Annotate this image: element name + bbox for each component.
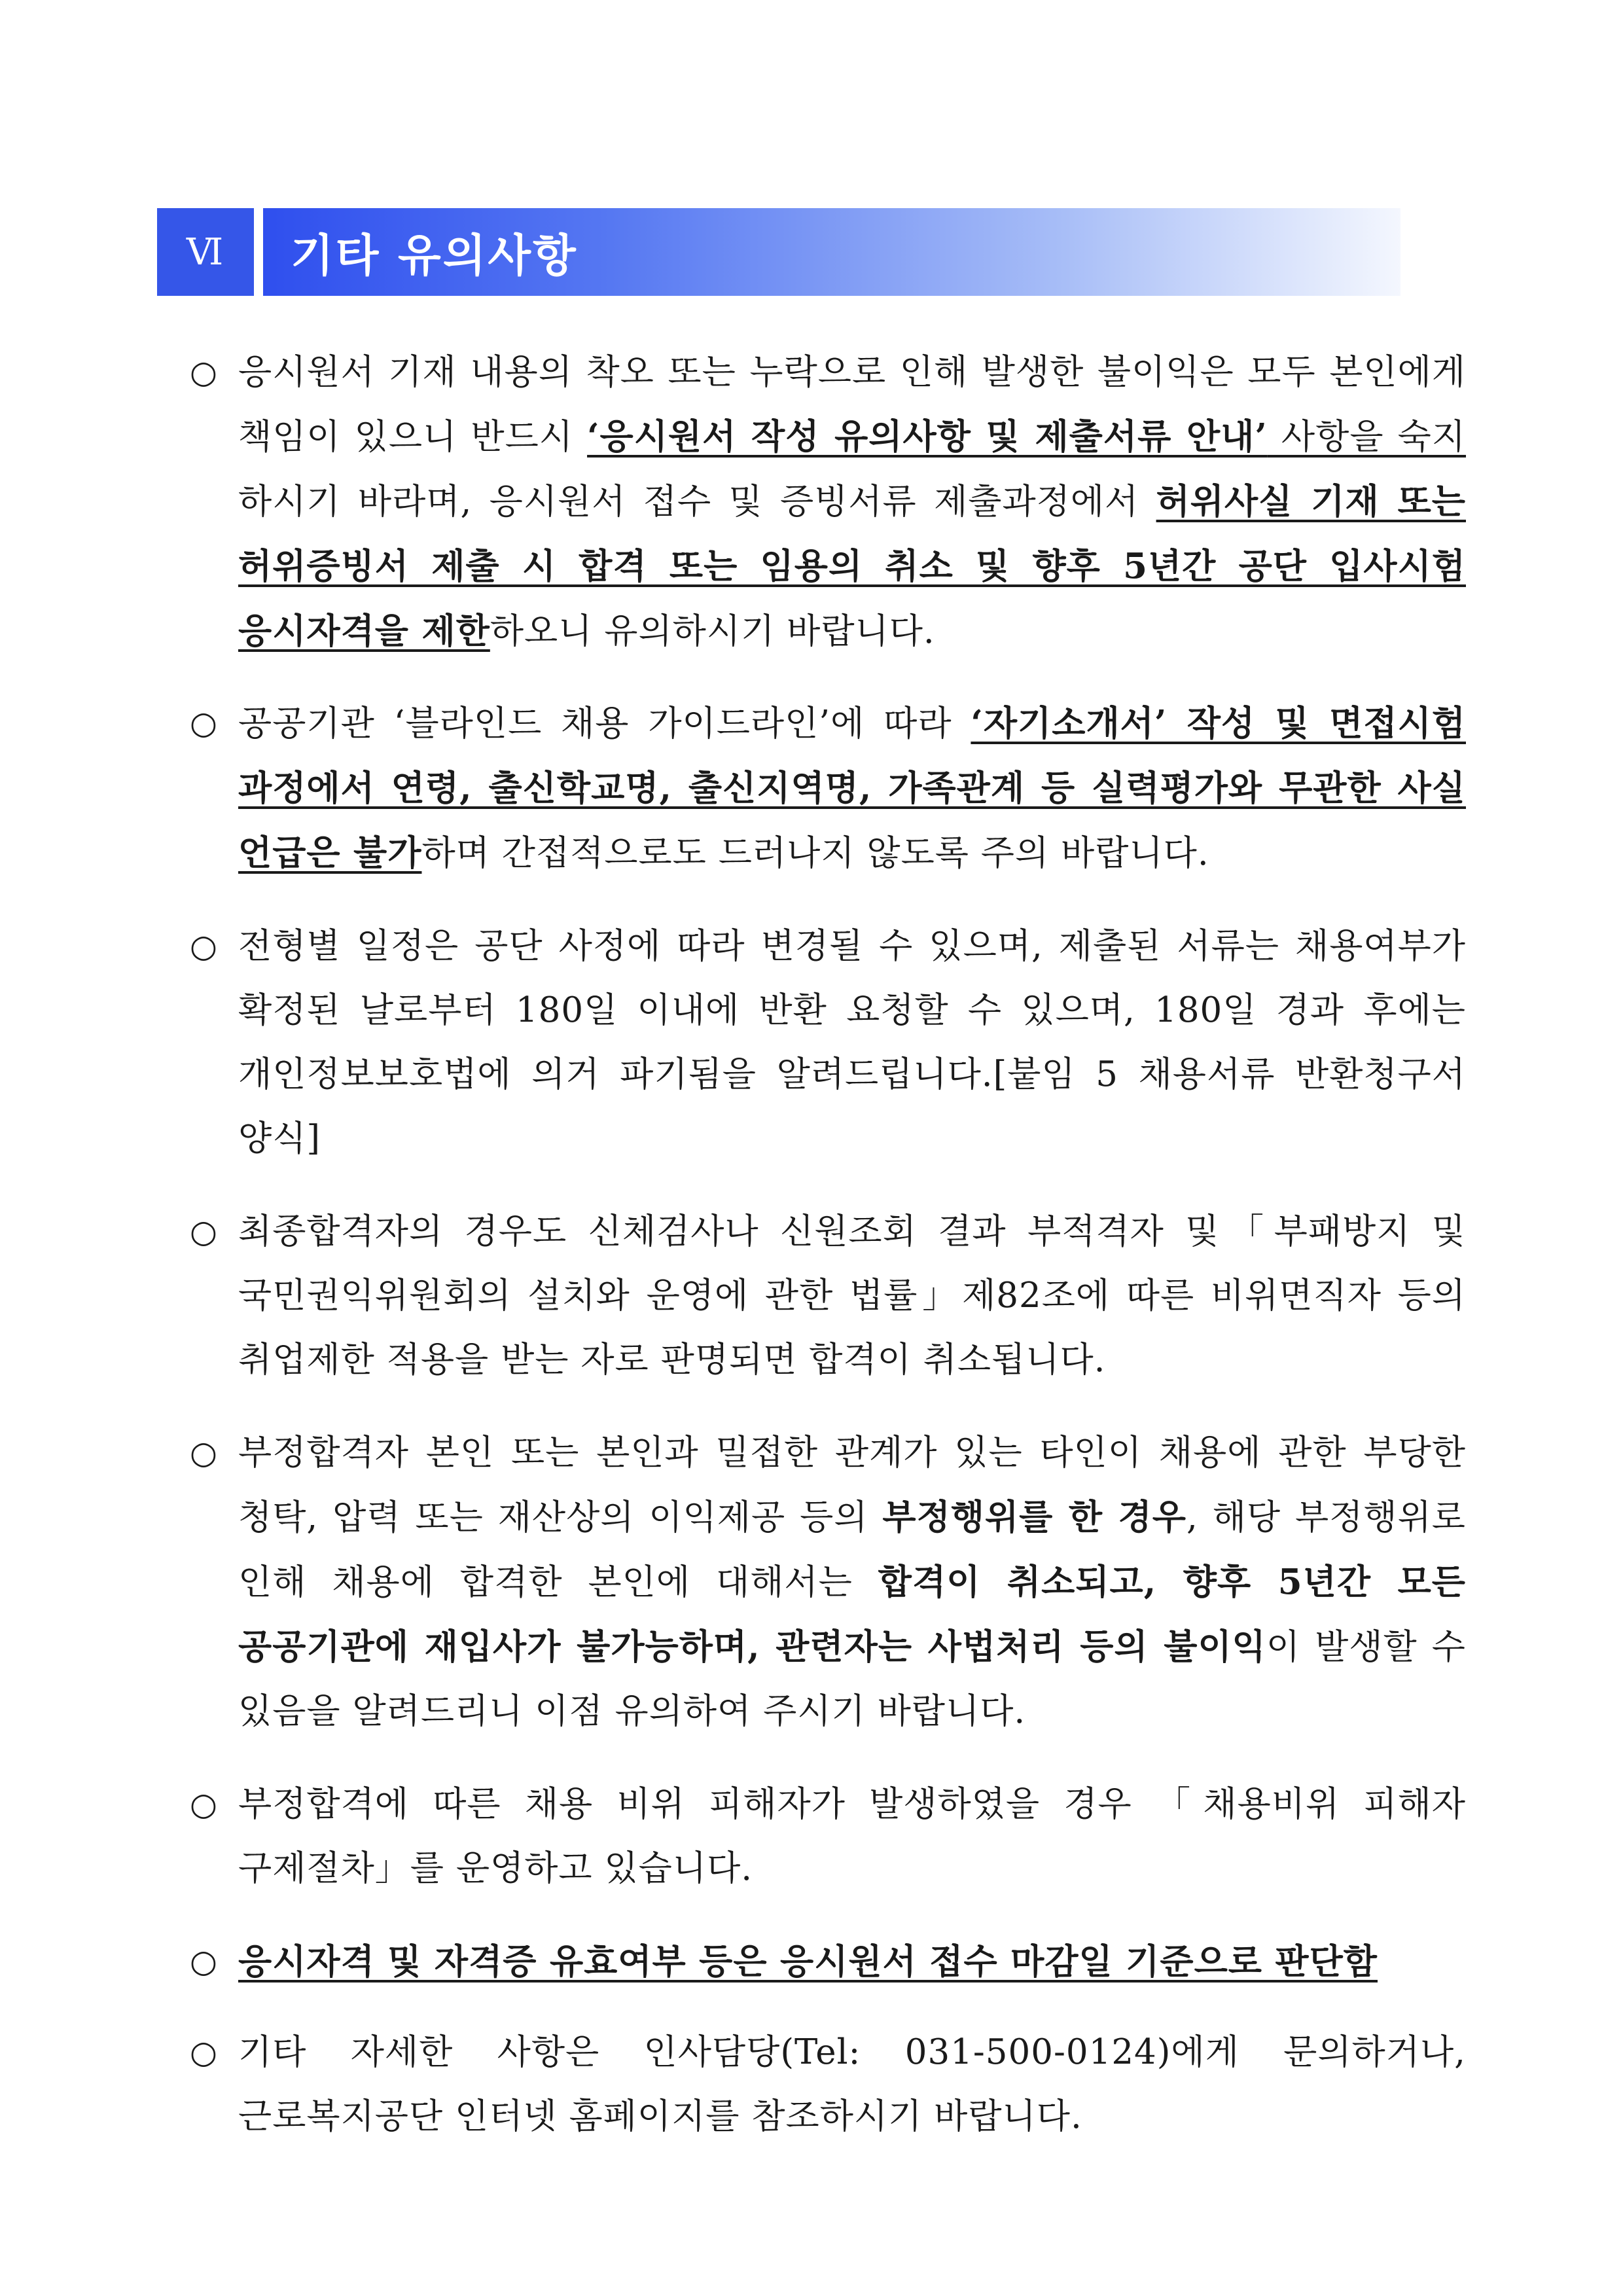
notice-text-4: [238, 1200, 1466, 1392]
notice-text-1: [238, 340, 1466, 664]
notice-segment-underline: 사항을 숙지: [1267, 417, 1467, 457]
notice-segment-bold: 부정행위를 한 경우: [882, 1497, 1186, 1537]
bullet-circle-icon: ○: [190, 705, 217, 742]
notice-segment-emphasis: 응시자격 및 자격증 유효여부 등은 응시원서 접수 마감일 기준으로 판단함: [238, 1941, 1378, 1982]
section-number-box: [157, 208, 254, 296]
notice-segment-emphasis: ‘자기소개서’ 작성 및 면접시험 과정에서 연령, 출신학교명, 출신지역명, 가족관계 등 실력평가와 무관한 사실 언급은 불가: [238, 703, 1466, 873]
notice-segment: 기타 자세한 사항은 인사담당(Tel: 031-500-0124)에게 문의하거나, 근로복지공단 인터넷 홈페이지를 참조하시기 바랍니다.: [238, 2032, 1466, 2136]
notice-text-3: [238, 914, 1466, 1171]
bullet-circle-icon: ○: [190, 928, 217, 965]
notice-segment: 하오니 유의하시기 바랍니다.: [490, 611, 935, 651]
notice-text-8: [238, 2020, 1466, 2149]
notice-item-8: [190, 2020, 1466, 2149]
notice-segment-bold: 합격이 취소되고, 향후 5년간 모든 공공기관에 재입사가 불가능하며, 관련자는 사법처리 등의 불이익: [238, 1562, 1466, 1667]
bullet-circle-icon: ○: [190, 1213, 217, 1250]
notice-text-5: [238, 1421, 1466, 1744]
notice-segment: 공공기관 ‘블라인드 채용 가이드라인’에 따라: [238, 704, 971, 744]
notice-segment: 하며 간접적으로도 드러나지 않도록 주의 바랍니다.: [421, 833, 1209, 873]
notice-segment-emphasis: ‘응시원서 작성 유의사항 및 제출서류 안내’: [587, 416, 1268, 457]
notice-text-6: [238, 1772, 1466, 1901]
notice-segment: 하시기 바라며, 응시원서 접수 및 증빙서류 제출과정에서: [238, 482, 1156, 522]
bullet-circle-icon: ○: [190, 354, 217, 391]
section-title-bar: [263, 208, 1400, 296]
notice-text-7: [238, 1929, 1466, 1994]
notice-item-3: [190, 914, 1466, 1171]
notice-segment: 부정합격자 본인 또는 본인과 밀접한 관계가 있는 타인이 채용에 관한 부당한 청탁, 압력 또는 재산상의 이익제공 등의: [238, 1433, 1466, 1537]
notice-segment: 전형별 일정은 공단 사정에 따라 변경될 수 있으며, 제출된 서류는 채용여부가 확정된 날로부터 180일 이내에 반환 요청할 수 있으며, 180일 경과 후에는 개인정보보호법에 의거 파기됨을 알려드립니다.[붙임 5 채용서류 반환청구서 양식]: [238, 926, 1466, 1158]
notice-item-1: [190, 340, 1466, 664]
section-number: Ⅵ: [186, 230, 225, 274]
bullet-circle-icon: ○: [190, 1943, 217, 1980]
notice-item-7: [190, 1929, 1466, 1994]
notice-text-2: [238, 691, 1466, 886]
section-header: [157, 208, 1400, 296]
notice-segment: 응시원서 기재 내용의 착오 또는 누락으로 인해 발생한 불이익은 모두 본인에게 책임이 있으니 반드시: [238, 352, 1466, 457]
notice-segment: , 해당 부정행위로 인해 채용에 합격한 본인에 대해서는: [238, 1498, 1466, 1602]
bullet-circle-icon: ○: [190, 1435, 217, 1471]
notice-segment: 최종합격자의 경우도 신체검사나 신원조회 결과 부적격자 및「부패방지 및 국민권익위원회의 설치와 운영에 관한 법률」제82조에 따른 비위면직자 등의 취업제한 적용을 받는 자로 판명되면 합격이 취소됩니다.: [238, 1211, 1466, 1380]
notice-item-4: [190, 1200, 1466, 1392]
bullet-circle-icon: ○: [190, 2034, 217, 2071]
notice-segment-emphasis: 허위사실 기재 또는 허위증빙서 제출 시 합격 또는 임용의 취소 및 향후 5년간 공단 입사시험 응시자격을 제한: [238, 481, 1466, 651]
notice-item-6: [190, 1772, 1466, 1901]
notice-item-5: [190, 1421, 1466, 1744]
notice-segment: 부정합격에 따른 채용 비위 피해자가 발생하였을 경우 「채용비위 피해자 구제절차」를 운영하고 있습니다.: [238, 1784, 1466, 1888]
notice-segment: 이 발생할 수 있음을 알려드리니 이점 유의하여 주시기 바랍니다.: [238, 1627, 1466, 1731]
section-title: 기타 유의사항: [291, 230, 578, 282]
bullet-circle-icon: ○: [190, 1786, 217, 1823]
notice-item-2: [190, 691, 1466, 886]
notice-list: [190, 340, 1466, 2149]
